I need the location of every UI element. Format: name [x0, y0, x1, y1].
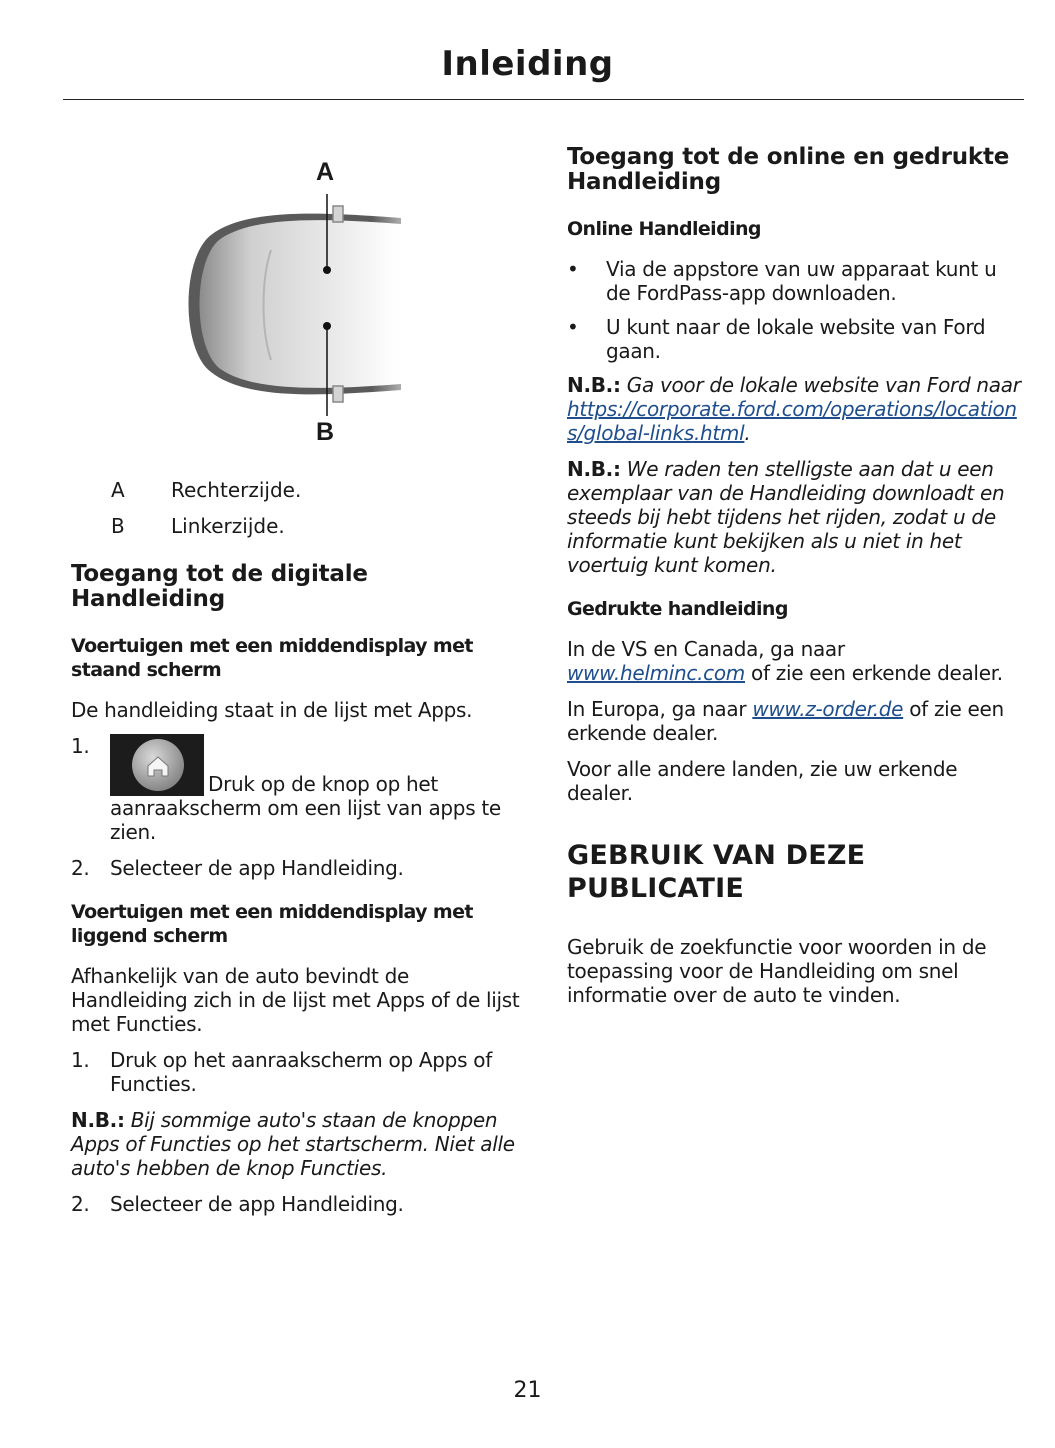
legend-key: A	[111, 478, 125, 502]
subheading-landscape-display: Voertuigen met een middendisplay met liggend scherm	[71, 901, 473, 947]
legend-text: Linkerzijde.	[171, 514, 285, 538]
helminc-link[interactable]: www.helminc.com	[567, 661, 745, 685]
step-item	[71, 734, 523, 844]
subheading-online: Online Handleiding	[567, 218, 761, 240]
bullet-dot: •	[567, 257, 579, 281]
step-text: Selecteer de app Handleiding.	[110, 856, 404, 880]
note-text: We raden ten stelligste aan dat u een exemplaar van de Handleiding downloadt en steeds bij hebt tijdens het rijden, zodat u de informatie kunt bekijken als u niet in het voertuig kunt komen.	[567, 457, 1005, 577]
step-text: Selecteer de app Handleiding.	[110, 1192, 404, 1216]
page-number: 21	[513, 1378, 542, 1403]
figure-legend	[71, 478, 523, 538]
note-text: Bij sommige auto's staan de knoppen Apps of Functies op het startscherm. Niet alle auto's hebben de knop Functies.	[71, 1108, 515, 1180]
legend-row	[71, 514, 523, 538]
text: In de VS en Canada, ga naar	[567, 637, 845, 661]
step-item	[71, 1048, 523, 1096]
step-number: 1.	[71, 1048, 90, 1072]
paragraph	[567, 697, 1022, 745]
paragraph: Gebruik de zoekfunctie voor woorden in de toepassing voor de Handleiding om snel informatie over de auto te vinden.	[567, 935, 987, 1007]
note	[567, 373, 1022, 445]
text: In Europa, ga naar	[567, 697, 747, 721]
text: of zie een erkende dealer.	[751, 661, 1003, 685]
page-title: Inleiding	[441, 44, 614, 84]
section-heading-usage: GEBRUIK VAN DEZE PUBLICATIE	[567, 840, 866, 904]
car-top-view-illustration	[71, 150, 523, 460]
car-top-view-figure	[71, 150, 523, 460]
paragraph: De handleiding staat in de lijst met Apps.	[71, 698, 473, 722]
ford-locations-link[interactable]: https://corporate.ford.com/operations/locations/global-links.html	[567, 397, 1017, 445]
note-label: N.B.:	[567, 457, 621, 481]
legend-row	[71, 478, 523, 502]
figure-label-a: A	[316, 158, 335, 186]
note-label: N.B.:	[71, 1108, 125, 1132]
subheading-printed: Gedrukte handleiding	[567, 598, 788, 620]
section-heading-digital: Toegang tot de digitale Handleiding	[71, 561, 368, 612]
text: of zie een erkende dealer.	[567, 697, 1004, 745]
left-column	[71, 150, 523, 1228]
note	[567, 457, 1022, 577]
note-label: N.B.:	[567, 373, 621, 397]
step-text: Druk op de knop op het aanraakscherm om een lijst van apps te zien.	[110, 772, 501, 844]
bullet-item	[567, 257, 1022, 305]
section-heading-online-printed: Toegang tot de online en gedrukte Handleiding	[567, 144, 1010, 195]
legend-text: Rechterzijde.	[171, 478, 302, 502]
figure-label-b: B	[316, 418, 335, 446]
step-number: 1.	[71, 734, 90, 758]
step-number: 2.	[71, 856, 90, 880]
z-order-link[interactable]: www.z-order.de	[752, 697, 904, 721]
bullet-item	[567, 315, 1022, 363]
legend-key: B	[111, 514, 125, 538]
paragraph	[567, 637, 1022, 685]
step-number: 2.	[71, 1192, 90, 1216]
header-divider	[63, 99, 1024, 100]
paragraph: Voor alle andere landen, zie uw erkende dealer.	[567, 757, 958, 805]
note	[71, 1108, 523, 1180]
home-button-icon	[110, 734, 204, 796]
step-item	[71, 856, 523, 880]
note-text: Ga voor de lokale website van Ford naar	[626, 373, 1021, 397]
home-icon	[132, 739, 184, 791]
subheading-portrait-display: Voertuigen met een middendisplay met staand scherm	[71, 635, 473, 681]
bullet-text: U kunt naar de lokale website van Ford gaan.	[606, 315, 986, 363]
step-text: Druk op het aanraakscherm op Apps of Functies.	[110, 1048, 492, 1096]
bullet-dot: •	[567, 315, 579, 339]
bullet-text: Via de appstore van uw apparaat kunt u de FordPass-app downloaden.	[606, 257, 997, 305]
paragraph: Afhankelijk van de auto bevindt de Handleiding zich in de lijst met Apps of de lijst met Functies.	[71, 964, 520, 1036]
note-end: .	[744, 421, 751, 445]
step-item	[71, 1192, 523, 1216]
right-column	[567, 145, 1022, 1019]
